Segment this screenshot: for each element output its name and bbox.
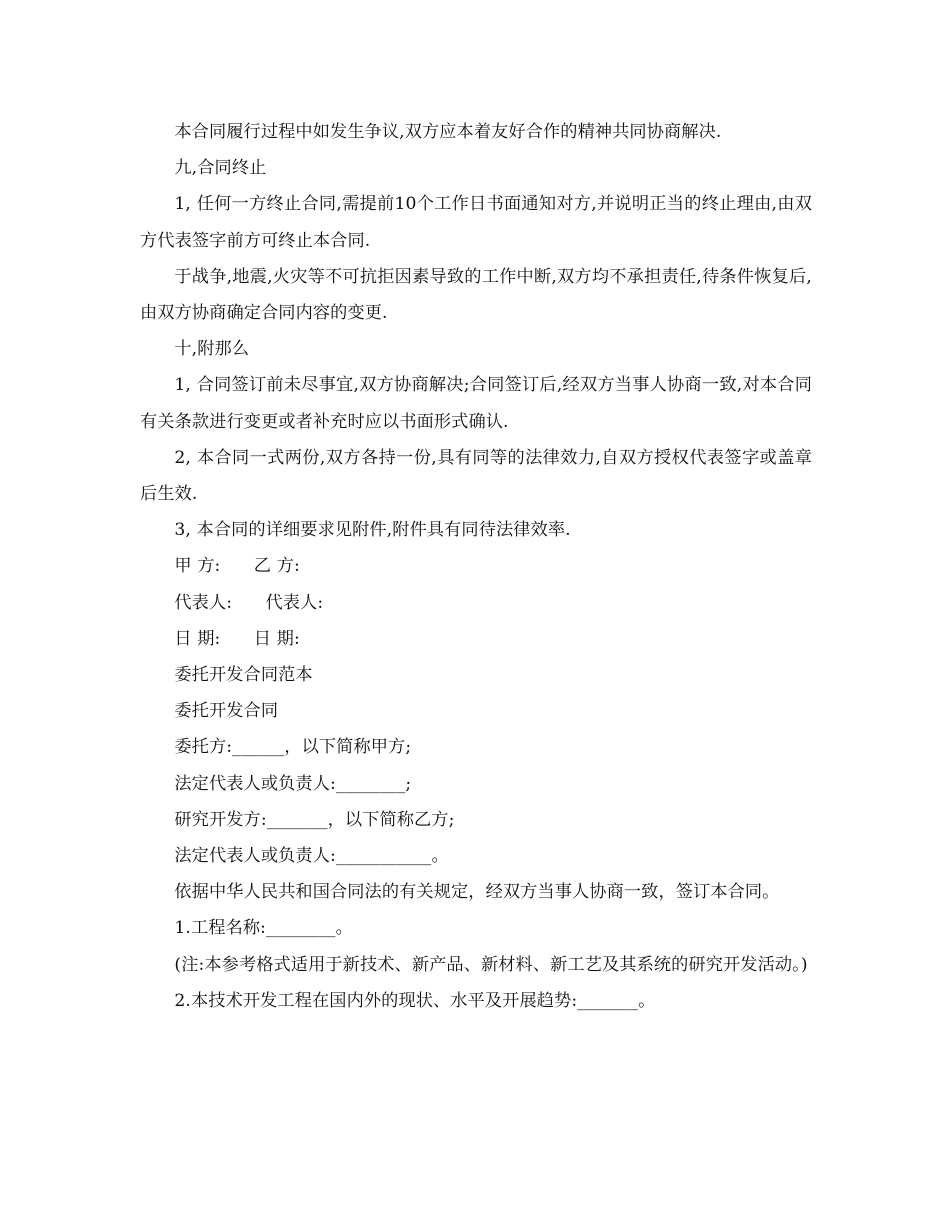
party-b-representative-field: 法定代表人或负责人:___________。 bbox=[174, 846, 449, 867]
party-a-field: 委托方:______，以下简称甲方; bbox=[174, 737, 412, 758]
paragraph-unresolved-matters: 1, 合同签订前未尽事宜,双方协商解决;合同签订后,经双方当事人协商一致,对本合同有关条款进行变更或者补充时应以书面形式确认. bbox=[140, 375, 812, 432]
paragraph-copies: 2, 本合同一式两份,双方各持一份,具有同等的法律效力,自双方授权代表签字或盖章后生效. bbox=[140, 447, 812, 505]
paragraph-note: (注:本参考格式适用于新技术、新产品、新材料、新工艺及其系统的研究开发活动。) bbox=[174, 954, 808, 975]
signature-parties: 甲 方: 乙 方: bbox=[174, 556, 300, 577]
party-a-representative-field: 法定代表人或负责人:________; bbox=[174, 773, 412, 794]
template-title: 委托开发合同范本 bbox=[174, 665, 313, 686]
section-heading-appendix: 十,附那么 bbox=[174, 339, 250, 360]
project-status-field: 2.本技术开发工程在国内外的现状、水平及开展趋势:_______。 bbox=[174, 990, 656, 1011]
document-body bbox=[140, 114, 812, 1019]
paragraph-attachments: 3, 本合同的详细要求见附件,附件具有同待法律效率. bbox=[174, 520, 571, 541]
contract-title: 委托开发合同 bbox=[174, 701, 279, 722]
paragraph-legal-basis: 依据中华人民共和国合同法的有关规定，经双方当事人协商一致，签订本合同。 bbox=[174, 882, 780, 903]
paragraph-force-majeure: 于战争,地震,火灾等不可抗拒因素导致的工作中断,双方均不承担责任,待条件恢复后,由双方协商确定合同内容的变更. bbox=[140, 266, 812, 324]
paragraph-dispute-resolution: 本合同履行过程中如发生争议,双方应本着友好合作的精神共同协商解决. bbox=[174, 122, 722, 142]
party-b-field: 研究开发方:_______，以下简称乙方; bbox=[174, 809, 455, 830]
paragraph-termination-notice: 1, 任何一方终止合同,需提前10个工作日书面通知对方,并说明正当的终止理由,由双方代表签字前方可终止本合同. bbox=[140, 194, 812, 251]
project-name-field: 1.工程名称:________。 bbox=[174, 918, 353, 939]
section-heading-termination: 九,合同终止 bbox=[174, 158, 267, 179]
signature-dates: 日 期: 日 期: bbox=[174, 628, 300, 649]
signature-representatives: 代表人: 代表人: bbox=[174, 592, 324, 613]
